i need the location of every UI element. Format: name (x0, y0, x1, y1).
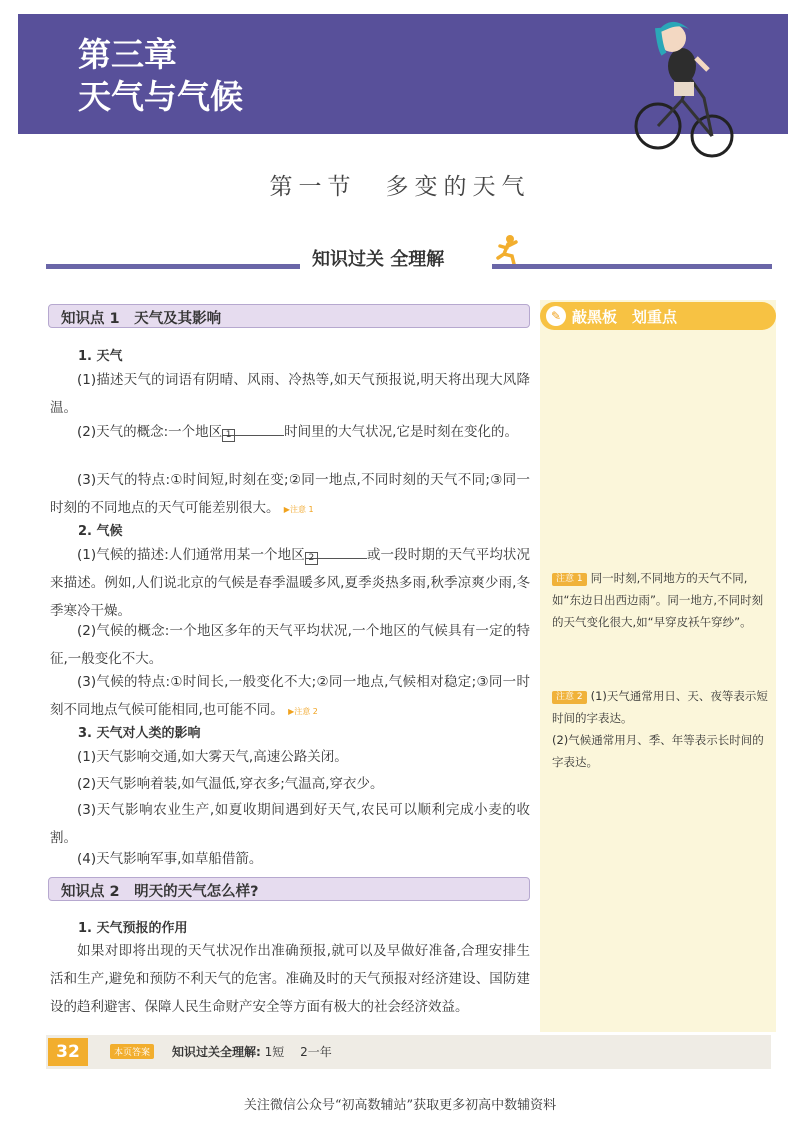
blackboard-icon: ✎ (546, 306, 566, 326)
chapter-number: 第三章 (78, 35, 177, 74)
kp2-subtitle-forecast: 1. 天气预报的作用 (78, 921, 188, 936)
answer-1: 1短 (264, 1045, 285, 1059)
knowledge-point-1-header (48, 304, 530, 328)
note-2-tag: 注意 2 (552, 691, 587, 704)
kp1-subtitle-weather: 1. 天气 (78, 349, 123, 364)
kp1-subtitle-climate: 2. 气候 (78, 524, 123, 539)
note-1-tag: 注意 1 (552, 573, 587, 586)
kp1-paragraph-8: (2)天气影响着装,如气温低,穿衣多;气温高,穿衣少。 (77, 776, 384, 792)
note-1-text: 同一时刻,不同地方的天气不同,如“东边日出西边雨”。同一地方,不同时刻的天气变化很大,如“早穿皮袄午穿纱”。 (552, 571, 764, 629)
answer-tag: 本页答案 (110, 1044, 154, 1059)
kp1-subtitle-impact: 3. 天气对人类的影响 (78, 726, 201, 741)
heading-rule-right (492, 264, 772, 269)
kp1-paragraph-1: (1)描述天气的词语有阴晴、风雨、冷热等,如天气预报说,明天将出现大风降温。 (50, 372, 530, 416)
fill-blank-2[interactable]: 2 (305, 543, 367, 559)
kp1-paragraph-5: (2)气候的概念:一个地区多年的天气平均状况,一个地区的气候具有一定的特征,一般变化不大。 (50, 623, 530, 667)
runner-icon (494, 234, 522, 266)
note-2-line-1: (1)天气通常用日、天、夜等表示短时间的字表达。 (552, 689, 768, 725)
kp1-paragraph-3: (3)天气的特点:①时间短,时刻在变;②同一地点,不同时刻的天气不同;③同一时刻的不同地点的天气可能差别很大。 ▶注意 1 (50, 472, 530, 516)
knowledge-heading: 知识过关 全理解 (312, 249, 445, 270)
knowledge-point-2-header (48, 877, 530, 901)
section-title: 第一节 多变的天气 (269, 174, 531, 200)
note-2 (552, 685, 770, 773)
chapter-title (78, 34, 243, 118)
cyclist-illustration (630, 8, 740, 158)
wechat-promo-line: 关注微信公众号“初高数辅站”获取更多初高中数辅资料 (243, 1098, 557, 1113)
answer-2: 2一年 (300, 1045, 332, 1059)
kp1-paragraph-4: (1)气候的描述:人们通常用某一个地区 2 或一段时期的天气平均状况来描述。例如,人们说北京的气候是春季温暖多风,夏季炎热多雨,秋季凉爽少雨,冬季寒冷干燥。 (50, 541, 530, 625)
sidebar-header-label: 敲黑板 划重点 (572, 308, 678, 326)
fill-blank-1[interactable]: 1 (222, 420, 284, 436)
answer-footer (46, 1035, 771, 1069)
chapter-name: 天气与气候 (78, 77, 243, 116)
kp1-paragraph-2: (2)天气的概念:一个地区 1 时间里的大气状况,它是时刻在变化的。 (50, 418, 530, 446)
kp1-paragraph-7: (1)天气影响交通,如大雾天气,高速公路关闭。 (77, 749, 348, 765)
page-number: 32 (48, 1038, 88, 1066)
kp1-paragraph-10: (4)天气影响军事,如草船借箭。 (77, 851, 263, 867)
sidebar-panel (540, 300, 776, 1032)
note-1 (552, 567, 770, 633)
heading-rule-left (46, 264, 300, 269)
note-1-reference[interactable]: ▶注意 1 (283, 505, 314, 514)
sidebar-header (540, 302, 776, 330)
knowledge-point-2-title: 知识点 2 明天的天气怎么样? (61, 884, 259, 900)
knowledge-point-1-title: 知识点 1 天气及其影响 (61, 311, 222, 327)
kp2-paragraph-1: 如果对即将出现的天气状况作出准确预报,就可以及早做好准备,合理安排生活和生产,避免和预防不利天气的危害。准确及时的天气预报对经济建设、国防建设的趋利避害、保障人民生命财产安全等方面有极大的社会经济效益。 (50, 943, 530, 1015)
note-2-line-2: (2)气候通常用月、季、年等表示长时间的字表达。 (552, 733, 764, 769)
kp1-paragraph-9: (3)天气影响农业生产,如夏收期间遇到好天气,农民可以顺利完成小麦的收割。 (50, 802, 530, 846)
kp1-paragraph-6: (3)气候的特点:①时间长,一般变化不大;②同一地点,气候相对稳定;③同一时刻不同地点气候可能相同,也可能不同。 ▶注意 2 (50, 674, 530, 718)
note-2-reference[interactable]: ▶注意 2 (288, 707, 318, 716)
answer-text: 知识过关全理解: 1短 2一年 (172, 1045, 332, 1059)
